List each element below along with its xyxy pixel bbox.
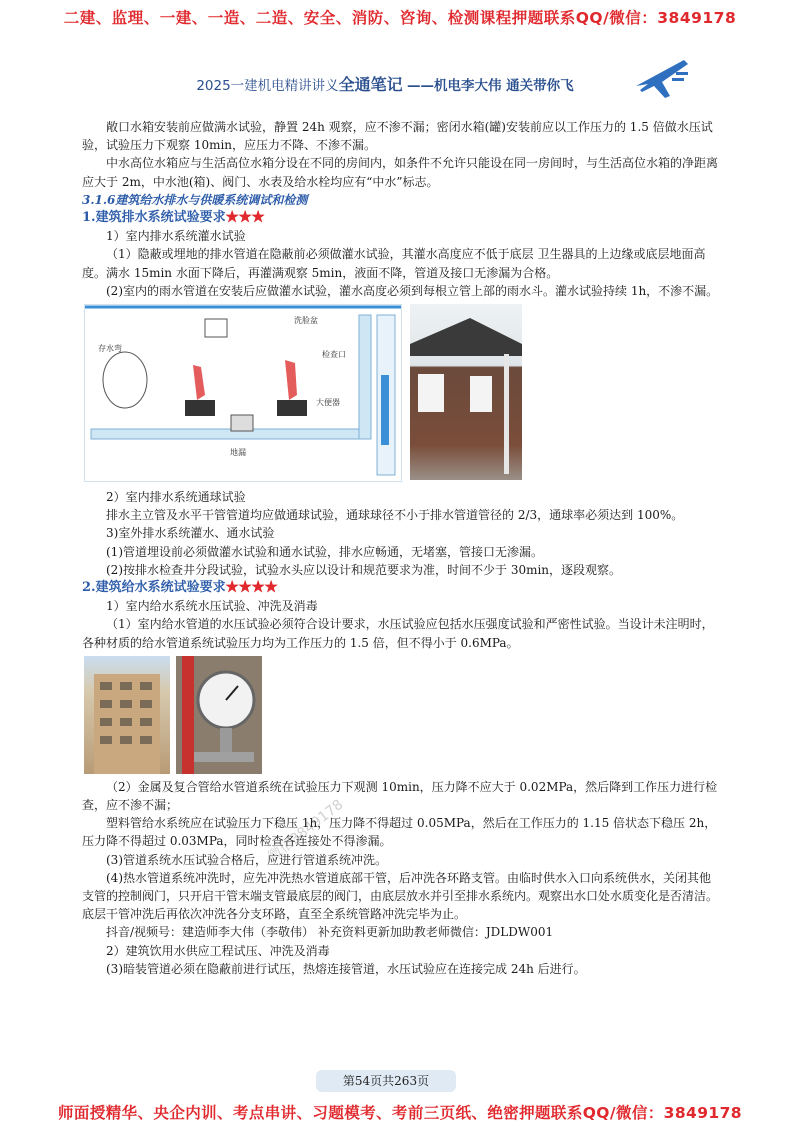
- paragraph-outdoor-1: (1)管道埋设前必须做灌水试验和通水试验，排水应畅通，无堵塞，管接口无渗漏。: [106, 544, 544, 559]
- main-content: [82, 118, 722, 978]
- heading-drainage-text: 1.建筑排水系统试验要求: [82, 210, 226, 226]
- paragraph-pressure-3: 塑料管给水系统应在试验压力下稳压 1h，压力降不得超过 0.05MPa，然后在工作压力的 1.15 倍状态下稳压 2h，压力降不得超过 0.03MPa，同时检查各连接处不得渗漏。: [82, 816, 717, 849]
- paragraph-pressure-2: （2）金属及复合管给水管道系统在试验压力下观测 10min，压力降不应大于 0.02MPa，然后降到工作压力进行检查，应不渗不漏；: [82, 779, 718, 813]
- figure-supply: [84, 656, 722, 776]
- star-rating-icon: ★★★★: [225, 580, 278, 596]
- label-inspection: 检查口: [322, 350, 346, 360]
- building-photo: [84, 656, 170, 774]
- label-trap: 存水弯: [98, 344, 122, 354]
- paragraph-reclaimed-water: 中水高位水箱应与生活高位水箱分设在不同的房间内，如条件不允许只能设在同一房间时，与生活高位水箱的净距离应大于 2m，中水池(箱)、阀门、水表及给水栓均应有“中水”标志。: [82, 156, 719, 189]
- paragraph-outdoor-2: (2)按排水检查井分段试验，试验水头应以设计和规范要求为准，时间不少于 30min，逐段观察。: [106, 562, 622, 577]
- heading-supply: [82, 579, 722, 597]
- watermark: 微信3849178: [265, 796, 347, 865]
- paragraph-water-tank: 敞口水箱安装前应做满水试验，静置 24h 观察，应不渗不漏；密闭水箱(罐)安装前应以工作压力的 1.5 倍做水压试验，试验压力下观察 10min，应压力不降、不渗不漏。: [82, 120, 713, 153]
- header-big: 全通笔记: [338, 75, 403, 94]
- paragraph-hot-water-flush: (4)热水管道系统冲洗时，应先冲洗热水管道底部干管，后冲洗各环路支管。由临时供水入口向系统供水，关闭其他支管的控制阀门，只开启干管末端支管最底层的阀门，由底层放水并引至排水系统内。观察出水口处水质变化是否清洁。底层干管冲洗后再依次冲洗各分支环路，直至全系统管路冲洗完毕为止。: [82, 870, 719, 922]
- pressure-gauge-photo: [176, 656, 262, 774]
- subheading-drinking-water: 2）建筑饮用水供应工程试压、冲洗及消毒: [106, 943, 330, 958]
- label-toilet: 大便器: [316, 398, 340, 408]
- figure-drainage: [84, 304, 722, 484]
- heading-drainage: [82, 209, 722, 227]
- page-header: [145, 72, 625, 95]
- heading-supply-text: 2.建筑给水系统试验要求: [82, 580, 226, 596]
- subheading-fill-test: 1）室内排水系统灌水试验: [106, 229, 246, 244]
- section-title: 3.1.6建筑给水排水与供暖系统调试和检测: [82, 192, 308, 207]
- subheading-outdoor-test: 3)室外排水系统灌水、通水试验: [106, 526, 275, 541]
- header-suffix: ——机电李大伟 通关带你飞: [406, 78, 574, 94]
- label-basin: 洗脸盆: [294, 316, 318, 326]
- paragraph-concealed-pipe: (3)暗装管道必须在隐蔽前进行试压，热熔连接管道，水压试验应在连接完成 24h 后进行。: [106, 961, 586, 976]
- airplane-icon: [632, 52, 690, 100]
- star-rating-icon: ★★★: [225, 210, 265, 226]
- bottom-promo-banner: 师面授精华、央企内训、考点串讲、习题模考、考前三页纸、绝密押题联系QQ/微信：3849178: [58, 1104, 742, 1122]
- paragraph-pressure-1: （1）室内给水管道的水压试验必须符合设计要求，水压试验应包括水压强度试验和严密性试验。当设计未注明时，各种材质的给水管道系统试验压力均为工作压力的 1.5 倍，但不得小于 0.6MPa。: [82, 617, 714, 650]
- promo-line: 抖音/视频号：建造师李大伟（李敬伟） 补充资料更新加助教老师微信：JDLDW001: [106, 925, 554, 940]
- paragraph-flush: (3)管道系统水压试验合格后，应进行管道系统冲洗。: [106, 852, 388, 867]
- paragraph-fill-test-2: (2)室内的雨水管道在安装后应做灌水试验，灌水高度必须到每根立管上部的雨水斗。灌水试验持续 1h，不渗不漏。: [106, 283, 719, 298]
- subheading-pressure-test: 1）室内给水系统水压试验、冲洗及消毒: [106, 599, 318, 614]
- header-prefix: 2025一建机电精讲讲义: [196, 78, 339, 94]
- house-downpipe-photo: [410, 304, 522, 480]
- paragraph-fill-test-1: （1）隐蔽或埋地的排水管道在隐蔽前必须做灌水试验，其灌水高度应不低于底层 卫生器具的上边缘或底层地面高度。满水 15min 水面下降后，再灌满观察 5min，液面不降，管道及接口无渗漏为合格。: [82, 247, 706, 280]
- label-drain: 地漏: [230, 448, 246, 458]
- page-number: 第54页共263页: [316, 1070, 456, 1092]
- top-promo-banner: 二建、监理、一建、一造、二造、安全、消防、咨询、检测课程押题联系QQ/微信：3849178: [63, 9, 737, 27]
- subheading-ball-test: 2）室内排水系统通球试验: [106, 490, 246, 505]
- paragraph-ball-test: 排水主立管及水平干管管道均应做通球试验，通球球径不小于排水管道管径的 2/3，通球率必须达到 100%。: [106, 508, 684, 523]
